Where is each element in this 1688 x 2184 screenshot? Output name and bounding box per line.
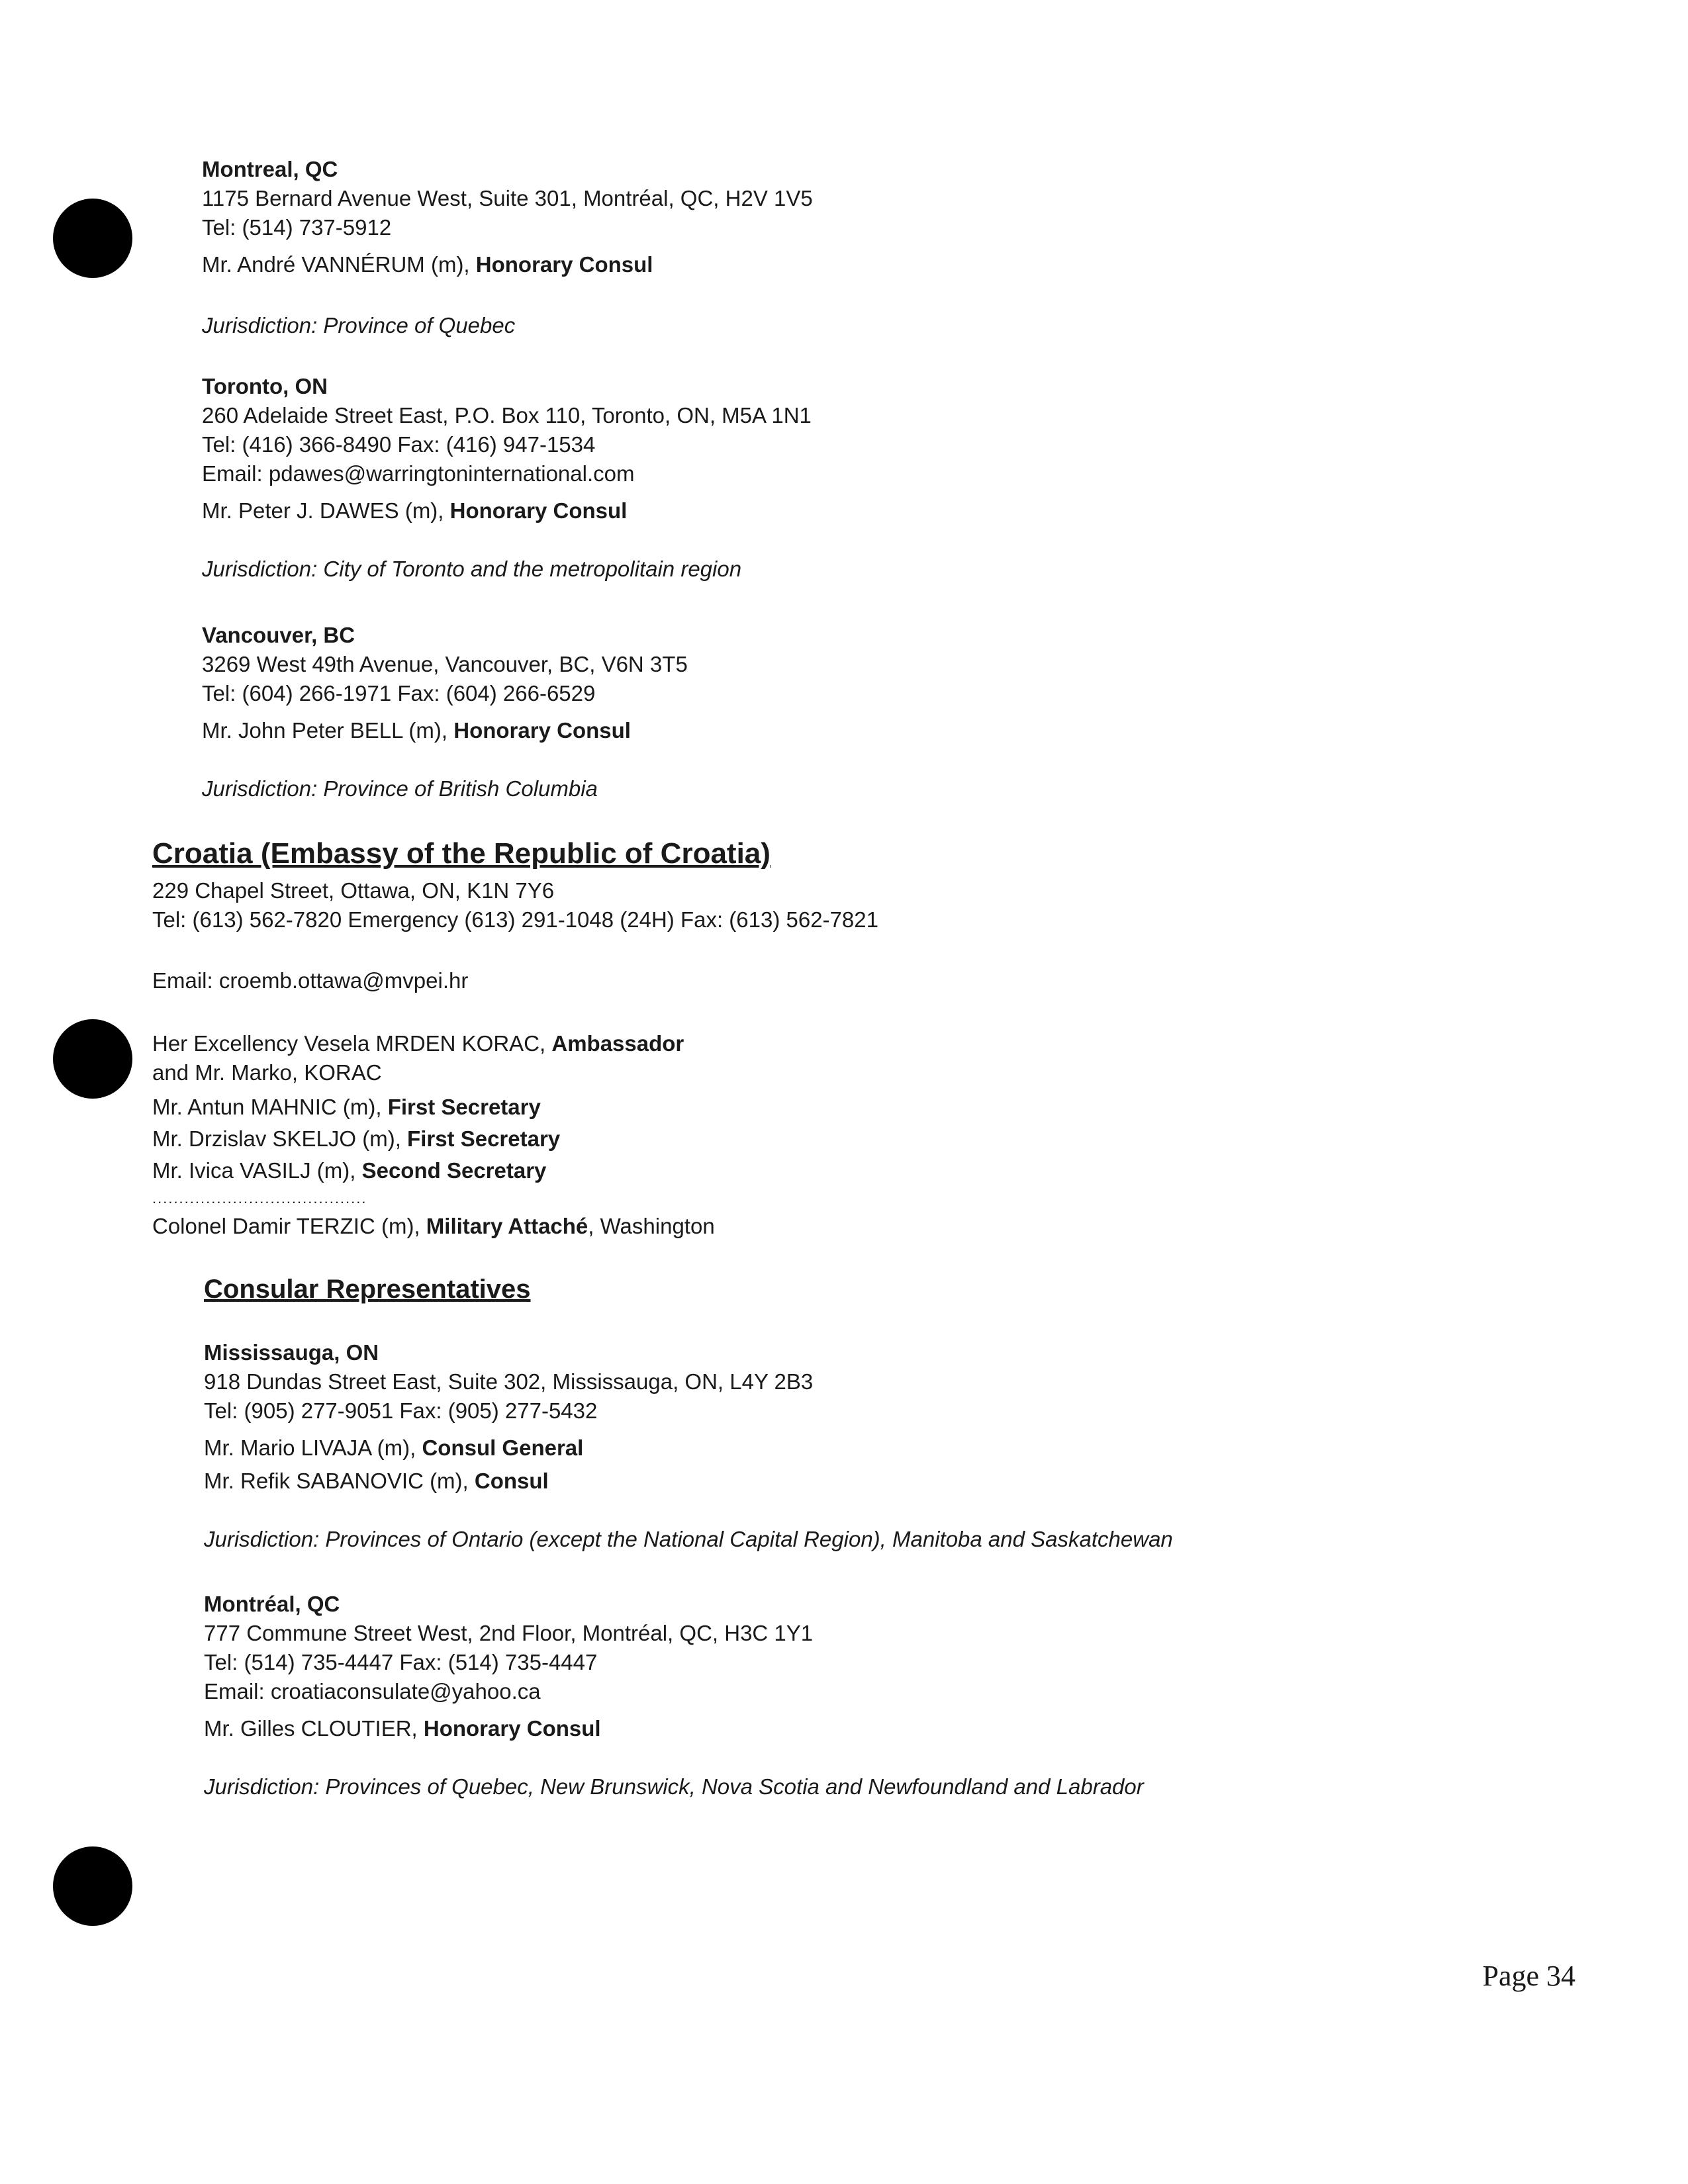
official-title: Honorary Consul <box>453 718 631 743</box>
attache-title: Military Attaché <box>426 1214 588 1238</box>
attache-location: , Washington <box>588 1214 715 1238</box>
consulate-city: Montréal, QC <box>204 1592 340 1616</box>
official-line <box>202 496 812 525</box>
embassy-phone: Tel: (613) 562-7820 Emergency (613) 291-1048 (24H) Fax: (613) 562-7821 <box>152 907 878 932</box>
country-heading: Croatia (Embassy of the Republic of Croatia) <box>152 837 771 870</box>
official-title: Honorary Consul <box>423 1716 601 1741</box>
consulate-city: Mississauga, ON <box>204 1340 379 1365</box>
staff-name: Mr. Ivica VASILJ (m), <box>152 1158 362 1183</box>
staff-line <box>152 1057 715 1089</box>
address-line: 777 Commune Street West, 2nd Floor, Montréal, QC, H3C 1Y1 <box>204 1621 814 1645</box>
official-line <box>202 250 813 279</box>
staff-line <box>152 1123 715 1155</box>
phone-line: Tel: (514) 735-4447 Fax: (514) 735-4447 <box>204 1650 598 1674</box>
address-line: 260 Adelaide Street East, P.O. Box 110, Toronto, ON, M5A 1N1 <box>202 403 812 428</box>
staff-line <box>152 1091 715 1123</box>
embassy-email: Email: croemb.ottawa@mvpei.hr <box>152 968 469 993</box>
attache-name: Colonel Damir TERZIC (m), <box>152 1214 426 1238</box>
dotted-separator: ........................................ <box>152 1190 367 1206</box>
jurisdiction: Jurisdiction: Provinces of Ontario (except the National Capital Region), Manitoba and Saskatchewan <box>204 1527 1173 1551</box>
staff-line <box>152 1155 715 1187</box>
address-line: 1175 Bernard Avenue West, Suite 301, Montréal, QC, H2V 1V5 <box>202 186 813 210</box>
staff-line <box>152 1028 715 1060</box>
embassy-staff <box>152 1028 715 1242</box>
official-title: Consul General <box>422 1435 584 1460</box>
official-line <box>204 1714 1144 1743</box>
official-name: Mr. Refik SABANOVIC (m), <box>204 1469 475 1493</box>
punch-hole-middle <box>53 1019 132 1099</box>
phone-line: Tel: (514) 737-5912 <box>202 215 392 240</box>
consulate-entry <box>202 621 688 803</box>
address-line: 918 Dundas Street East, Suite 302, Mississauga, ON, L4Y 2B3 <box>204 1369 814 1394</box>
consulate-entry <box>204 1590 1144 1801</box>
attache-line <box>152 1210 715 1242</box>
jurisdiction: Jurisdiction: Province of Quebec <box>202 313 516 338</box>
punch-hole-top <box>53 199 132 278</box>
official-title: Honorary Consul <box>449 498 628 523</box>
staff-title: Second Secretary <box>361 1158 547 1183</box>
staff-name: Mr. Drzislav SKELJO (m), <box>152 1126 408 1151</box>
official-line <box>204 1467 1173 1496</box>
embassy-address: 229 Chapel Street, Ottawa, ON, K1N 7Y6 <box>152 878 555 903</box>
staff-title: First Secretary <box>387 1095 541 1119</box>
jurisdiction: Jurisdiction: Provinces of Quebec, New Brunswick, Nova Scotia and Newfoundland and Labrador <box>204 1774 1144 1799</box>
page-number: Page 34 <box>1482 1960 1575 1992</box>
staff-title: First Secretary <box>407 1126 561 1151</box>
email-line: Email: pdawes@warringtoninternational.com <box>202 461 635 486</box>
official-name: Mr. André VANNÉRUM (m), <box>202 252 476 277</box>
embassy-contact <box>152 876 878 995</box>
consulate-city: Vancouver, BC <box>202 623 355 647</box>
consulate-entry <box>202 372 812 584</box>
official-name: Mr. John Peter BELL (m), <box>202 718 454 743</box>
consulate-entry <box>204 1338 1173 1554</box>
official-line <box>202 716 688 745</box>
consulate-city: Montreal, QC <box>202 157 338 181</box>
address-line: 3269 West 49th Avenue, Vancouver, BC, V6N 3T5 <box>202 652 688 676</box>
staff-name: Mr. Antun MAHNIC (m), <box>152 1095 388 1119</box>
staff-title: Ambassador <box>551 1031 684 1056</box>
official-name: Mr. Peter J. DAWES (m), <box>202 498 450 523</box>
jurisdiction: Jurisdiction: Province of British Columbia <box>202 776 598 801</box>
consulate-entry <box>202 155 813 340</box>
staff-name: and Mr. Marko, KORAC <box>152 1060 382 1085</box>
official-title: Consul <box>474 1469 549 1493</box>
official-line <box>204 1433 1173 1463</box>
official-name: Mr. Gilles CLOUTIER, <box>204 1716 424 1741</box>
staff-name: Her Excellency Vesela MRDEN KORAC, <box>152 1031 552 1056</box>
official-name: Mr. Mario LIVAJA (m), <box>204 1435 422 1460</box>
consular-heading: Consular Representatives <box>204 1275 531 1304</box>
jurisdiction: Jurisdiction: City of Toronto and the metropolitain region <box>202 557 742 581</box>
phone-line: Tel: (905) 277-9051 Fax: (905) 277-5432 <box>204 1398 598 1423</box>
phone-line: Tel: (604) 266-1971 Fax: (604) 266-6529 <box>202 681 596 705</box>
punch-hole-bottom <box>53 1846 132 1926</box>
official-title: Honorary Consul <box>475 252 653 277</box>
consulate-city: Toronto, ON <box>202 374 328 398</box>
email-line: Email: croatiaconsulate@yahoo.ca <box>204 1679 541 1704</box>
phone-line: Tel: (416) 366-8490 Fax: (416) 947-1534 <box>202 432 596 457</box>
